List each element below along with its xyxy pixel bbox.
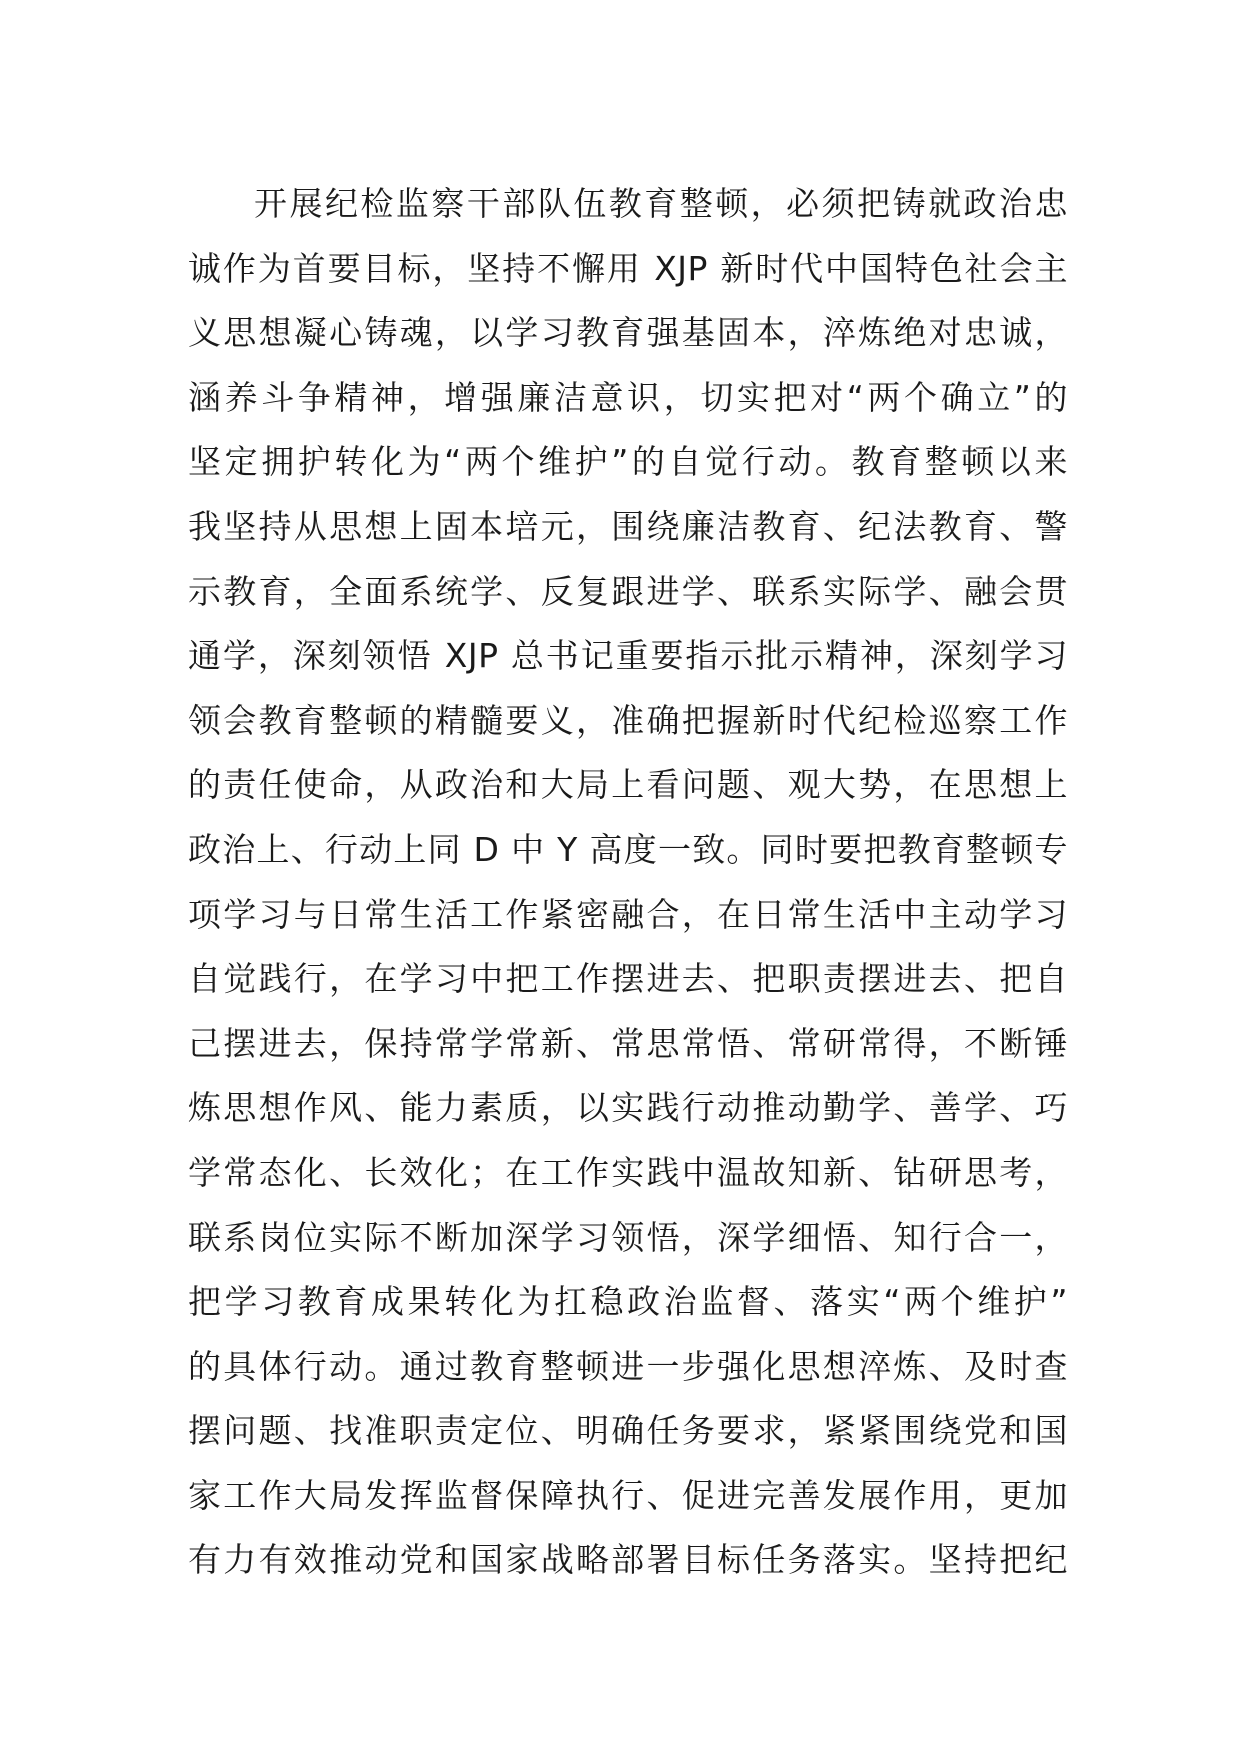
- paragraph-line: 通学，深刻领悟 XJP 总书记重要指示批示精神，深刻学习: [188, 636, 1068, 676]
- paragraph-line: 的具体行动。通过教育整顿进一步强化思想淬炼、及时查: [188, 1346, 1068, 1386]
- paragraph-line: 领会教育整顿的精髓要义，准确把握新时代纪检巡察工作: [188, 700, 1068, 740]
- paragraph-line: 学常态化、长效化；在工作实践中温故知新、钻研思考，: [188, 1152, 1068, 1192]
- paragraph-line: 项学习与日常生活工作紧密融合，在日常生活中主动学习: [188, 894, 1068, 934]
- paragraph-line: 联系岗位实际不断加深学习领悟，深学细悟、知行合一，: [188, 1217, 1068, 1257]
- paragraph-line: 把学习教育成果转化为扛稳政治监督、落实“两个维护”: [188, 1282, 1068, 1322]
- paragraph-line: 我坚持从思想上固本培元，围绕廉洁教育、纪法教育、警: [188, 506, 1068, 546]
- paragraph-line: 家工作大局发挥监督保障执行、促进完善发展作用，更加: [188, 1475, 1068, 1515]
- paragraph-line: 坚定拥护转化为“两个维护”的自觉行动。教育整顿以来: [188, 442, 1068, 482]
- paragraph-line: 义思想凝心铸魂，以学习教育强基固本，淬炼绝对忠诚，: [188, 313, 1068, 353]
- body-paragraph: [188, 172, 1068, 1593]
- paragraph-line: 有力有效推动党和国家战略部署目标任务落实。坚持把纪: [188, 1540, 1068, 1580]
- paragraph-line: 摆问题、找准职责定位、明确任务要求，紧紧围绕党和国: [188, 1411, 1068, 1451]
- paragraph-line: 的责任使命，从政治和大局上看问题、观大势，在思想上: [188, 765, 1068, 805]
- paragraph-line: 示教育，全面系统学、反复跟进学、联系实际学、融会贯: [188, 571, 1068, 611]
- paragraph-line: 涵养斗争精神，增强廉洁意识，切实把对“两个确立”的: [188, 377, 1068, 417]
- paragraph-line: 炼思想作风、能力素质，以实践行动推动勤学、善学、巧: [188, 1088, 1068, 1128]
- paragraph-line: 己摆进去，保持常学常新、常思常悟、常研常得，不断锤: [188, 1023, 1068, 1063]
- paragraph-line: 诚作为首要目标，坚持不懈用 XJP 新时代中国特色社会主: [188, 248, 1068, 288]
- paragraph-line: 政治上、行动上同 D 中 Y 高度一致。同时要把教育整顿专: [188, 829, 1068, 869]
- paragraph-line: 开展纪检监察干部队伍教育整顿，必须把铸就政治忠: [254, 184, 1068, 223]
- paragraph-line: 自觉践行，在学习中把工作摆进去、把职责摆进去、把自: [188, 959, 1068, 999]
